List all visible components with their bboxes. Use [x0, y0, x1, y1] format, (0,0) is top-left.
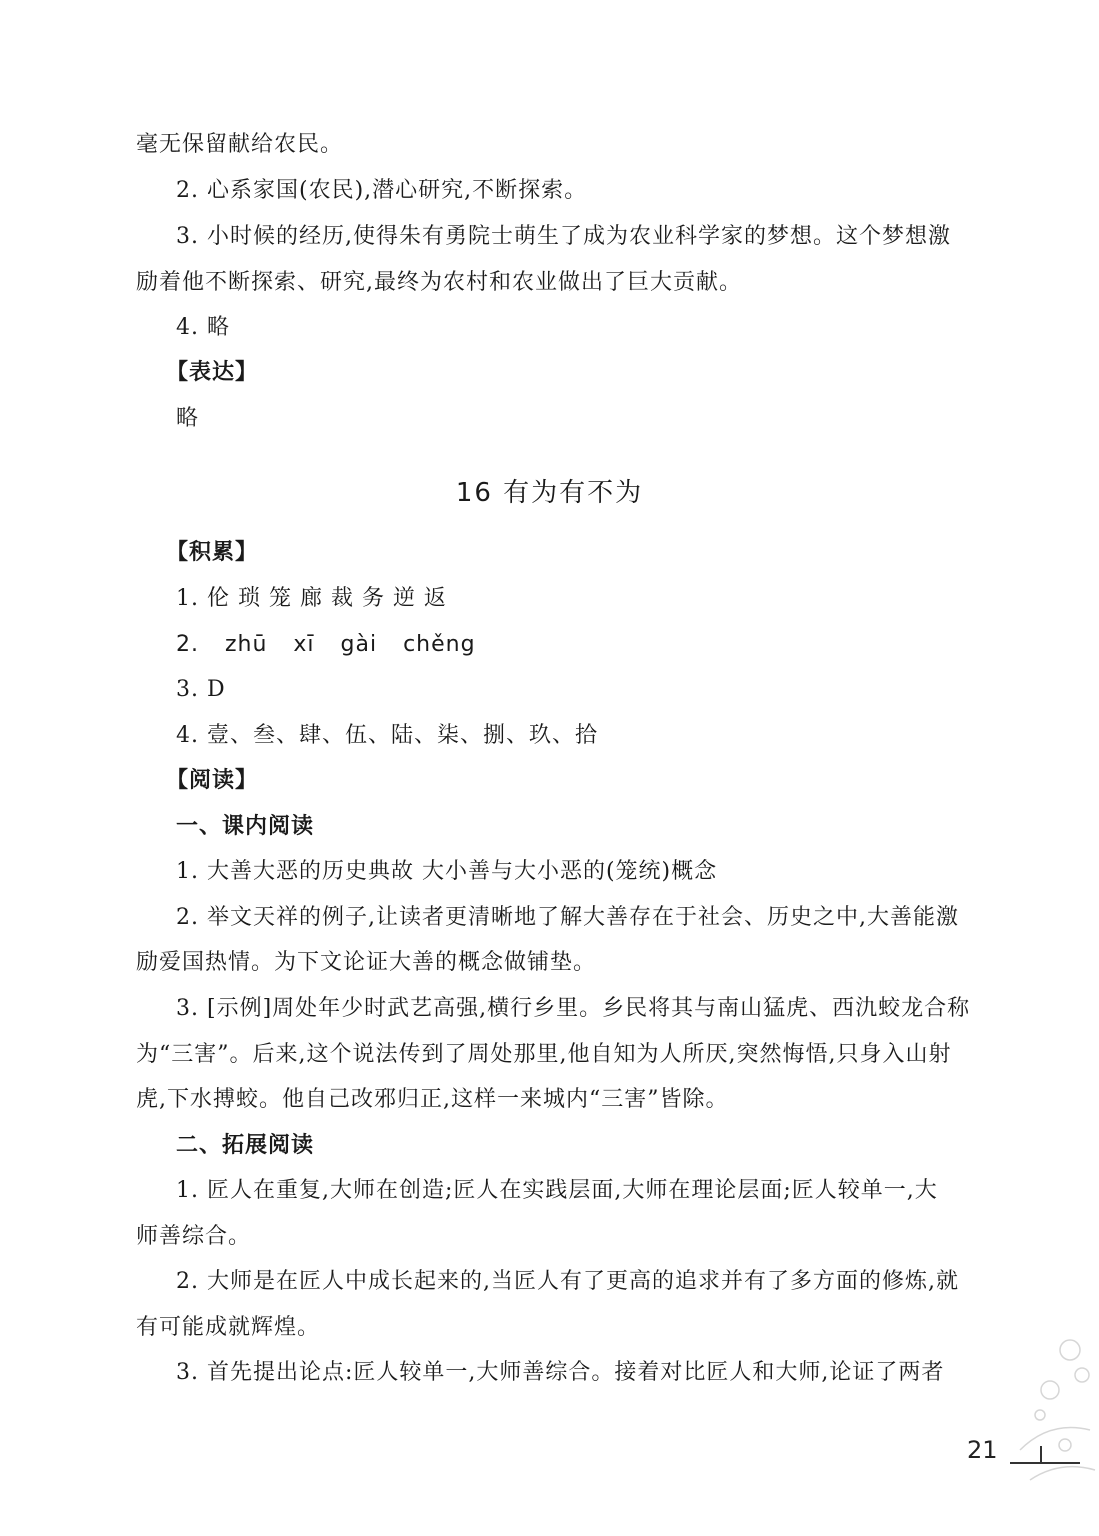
text-line: 为“三害”。后来,这个说法传到了周处那里,他自知为人所厌,突然悔悟,只身入山射: [136, 1042, 952, 1067]
text-line: 4. 壹、叁、肆、伍、陆、柒、捌、玖、拾: [176, 723, 598, 748]
page-number-rule: [1010, 1462, 1080, 1464]
text-line: 励爱国热情。为下文论证大善的概念做铺垫。: [136, 950, 597, 975]
text-line: 1. 匠人在重复,大师在创造;匠人在实践层面,大师在理论层面;匠人较单一,大: [176, 1178, 938, 1203]
text-line: 3. 首先提出论点:匠人较单一,大师善综合。接着对比匠人和大师,论证了两者: [176, 1360, 945, 1385]
section-header: 【表达】: [166, 360, 259, 385]
text-line: 3. 小时候的经历,使得朱有勇院士萌生了成为农业科学家的梦想。这个梦想激: [176, 224, 951, 249]
lesson-title: 16 有为有不为: [455, 478, 644, 508]
text-line: 虎,下水搏蛟。他自己改邪归正,这样一来城内“三害”皆除。: [136, 1087, 729, 1112]
page-number-rule: [1040, 1446, 1042, 1464]
text-line: 有可能成就辉煌。: [136, 1315, 321, 1340]
subsection-heading: 二、拓展阅读: [176, 1133, 315, 1158]
text-line: 略: [176, 406, 200, 431]
text-line: 1. 伦 琐 笼 廊 裁 务 逆 返: [176, 586, 447, 611]
text-line: 师善综合。: [136, 1224, 252, 1249]
text-line: 3. [示例]周处年少时武艺高强,横行乡里。乡民将其与南山猛虎、西氿蛟龙合称: [176, 996, 971, 1021]
text-line: 毫无保留献给农民。: [136, 132, 344, 157]
section-header: 【阅读】: [166, 768, 259, 793]
text-line: 励着他不断探索、研究,最终为农村和农业做出了巨大贡献。: [136, 270, 742, 295]
text-line: 2. 心系家国(农民),潜心研究,不断探索。: [176, 178, 588, 203]
subsection-heading: 一、课内阅读: [176, 814, 315, 839]
pinyin-line: 2. zhū xī gài chěng: [176, 632, 476, 657]
text-line: 1. 大善大恶的历史典故 大小善与大小恶的(笼统)概念: [176, 859, 718, 884]
text-line: 4. 略: [176, 315, 230, 340]
section-header: 【积累】: [166, 540, 259, 565]
text-line: 2. 举文天祥的例子,让读者更清晰地了解大善存在于社会、历史之中,大善能激: [176, 905, 959, 930]
page-number: 21: [967, 1436, 998, 1464]
text-line: 3. D: [176, 677, 226, 702]
text-line: 2. 大师是在匠人中成长起来的,当匠人有了更高的追求并有了多方面的修炼,就: [176, 1269, 959, 1294]
floral-decoration-icon: [1010, 1330, 1099, 1530]
